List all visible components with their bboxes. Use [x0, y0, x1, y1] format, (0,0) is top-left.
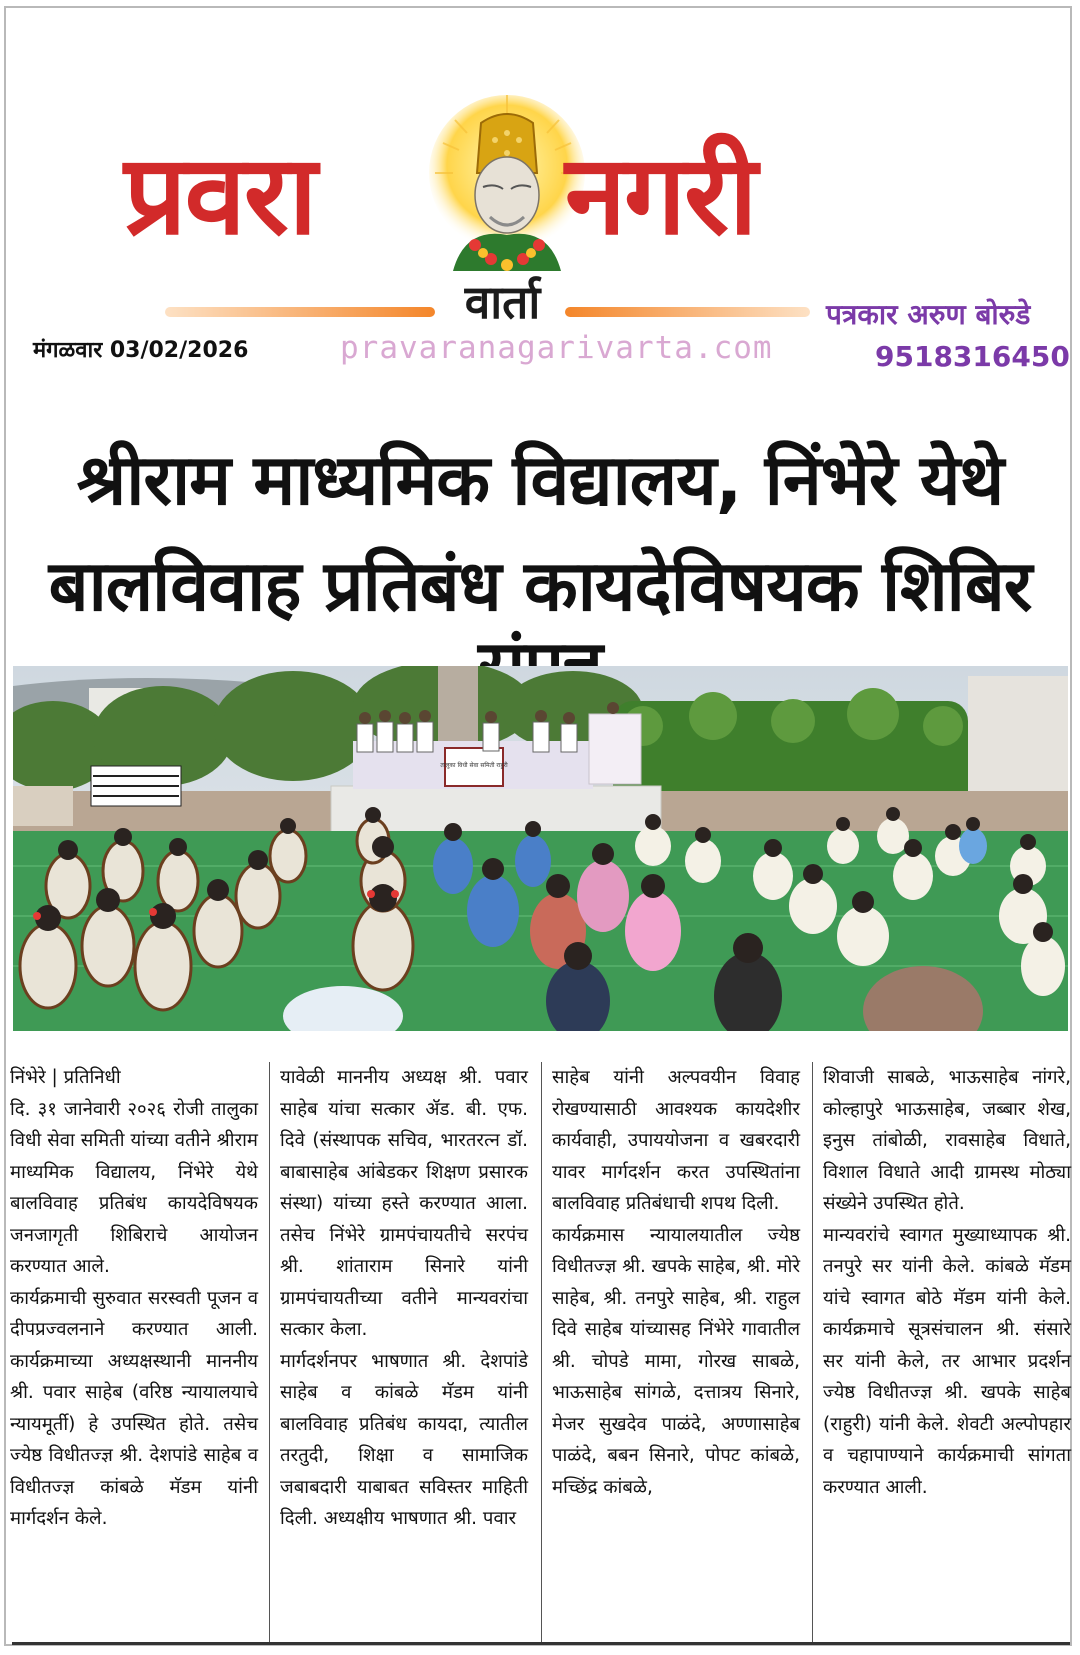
- article-paragraph: मार्गदर्शनपर भाषणात श्री. देशपांडे साहेब व कांबळे मॅडम यांनी बालविवाह प्रतिबंध कायदा, त्यातील तरतुदी, शिक्षा व सामाजिक जबाबदारी याबाबत सविस्तर माहिती दिली. अध्यक्षीय भाषणात श्री. पवार: [280, 1350, 528, 1529]
- article-paragraph: कार्यक्रमाची सुरुवात सरस्वती पूजन व दीपप्रज्वलनाने करण्यात आली. कार्यक्रमाच्या अध्यक्षस्थानी माननीय श्री. पवार साहेब (वरिष्ठ न्यायालयाचे न्यायमूर्ती) हे उपस्थित होते. तसेच ज्येष्ठ विधीतज्ज्ञ श्री. देशपांडे साहेब व विधीतज्ज्ञ कांबळे मॅडम यांनी मार्गदर्शन केले.: [10, 1287, 258, 1529]
- headline-line-2: बालविवाह प्रतिबंध कायदेविषयक शिबिर: [48, 545, 1032, 627]
- bottom-rule: [12, 1642, 1070, 1645]
- event-photo: [13, 666, 1068, 1031]
- article-column-4: [823, 1062, 1071, 1642]
- decorative-rule-left: [165, 307, 435, 317]
- issue-date: मंगळवार 03/02/2026: [33, 338, 249, 363]
- article-body: [10, 1062, 1072, 1642]
- dateline: निंभेरे | प्रतिनिधी: [10, 1067, 121, 1088]
- article-column-1: [10, 1062, 258, 1642]
- brand-name-right: नगरी: [565, 131, 756, 259]
- masthead: [0, 0, 1080, 395]
- article-column-3: [552, 1062, 800, 1642]
- photo-banner-text: तालुका विधी सेवा समिती राहुरी: [440, 762, 508, 769]
- article-paragraph: दि. ३१ जानेवारी २०२६ रोजी तालुका विधी सेवा समिती यांच्या वतीने श्रीराम माध्यमिक विद्यालय, निंभेरे येथे बालविवाह प्रतिबंध कायदेविषयक जनजागृती शिबिराचे आयोजन करण्यात आले.: [10, 1098, 258, 1277]
- article-paragraph: शिवाजी साबळे, भाऊसाहेब नांगरे, कोल्हापुरे भाऊसाहेब, जब्बार शेख, इनुस तांबोळी, रावसाहेब विधाते, विशाल विधाते आदी ग्रामस्थ मोठ्या संख्येने उपस्थित होते.: [823, 1067, 1071, 1214]
- event-photo-illustration: [13, 666, 1068, 1031]
- column-divider: [269, 1062, 270, 1642]
- masthead-subtitle: वार्ता: [464, 275, 541, 329]
- reporter-name: पत्रकार अरुण बोरुडे: [826, 298, 1031, 331]
- website-url: pravaranagarivarta.com: [340, 330, 773, 366]
- article-paragraph: यावेळी माननीय अध्यक्ष श्री. पवार साहेब यांचा सत्कार ॲड. बी. एफ. दिवे (संस्थापक सचिव, भारतरत्न डॉ. बाबासाहेब आंबेडकर शिक्षण प्रसारक संस्था) यांच्या हस्ते करण्यात आला. तसेच निंभेरे ग्रामपंचायतीचे सरपंच श्री. शांताराम सिनारे यांनी ग्रामपंचायतीच्या वतीने मान्यवरांचा सत्कार केला.: [280, 1067, 528, 1340]
- article-paragraph: साहेब यांनी अल्पवयीन विवाह रोखण्यासाठी आवश्यक कायदेशीर कार्यवाही, उपाययोजना व खबरदारी यावर मार्गदर्शन करत उपस्थितांना बालविवाह प्रतिबंधाची शपथ दिली.: [552, 1067, 800, 1214]
- reporter-phone: 9518316450: [875, 340, 1070, 373]
- article-column-2: [280, 1062, 528, 1642]
- column-divider: [541, 1062, 542, 1642]
- brand-name-left: प्रवरा: [124, 131, 316, 259]
- column-divider: [812, 1062, 813, 1642]
- article-paragraph: कार्यक्रमास न्यायालयातील ज्येष्ठ विधीतज्ज्ञ श्री. खपके साहेब, श्री. मोरे साहेब, श्री. तनपुरे साहेब, श्री. राहुल दिवे साहेब यांच्यासह निंभेरे गावातील श्री. चोपडे मामा, गोरख साबळे, भाऊसाहेब सांगळे, दत्तात्रय सिनारे, मेजर सुखदेव पाळंदे, अण्णासाहेब पाळंदे, बबन सिनारे, पोपट कांबळे, मच्छिंद्र कांबळे,: [552, 1224, 801, 1498]
- headline-line-1: श्रीराम माध्यमिक विद्यालय, निंभेरे येथे: [76, 439, 1004, 521]
- decorative-rule-right: [565, 307, 810, 317]
- article-paragraph: मान्यवरांचे स्वागत मुख्याध्यापक श्री. तनपुरे सर यांनी केले. कांबळे मॅडम यांचे स्वागत बोठे मॅडम यांनी केले. कार्यक्रमाचे सूत्रसंचालन श्री. संसारे सर यांनी केले, तर आभार प्रदर्शन ज्येष्ठ विधीतज्ज्ञ श्री. खपके साहेब (राहुरी) यांनी केले. शेवटी अल्पोपहार व चहापाण्याने कार्यक्रमाची सांगता करण्यात आली.: [823, 1224, 1071, 1498]
